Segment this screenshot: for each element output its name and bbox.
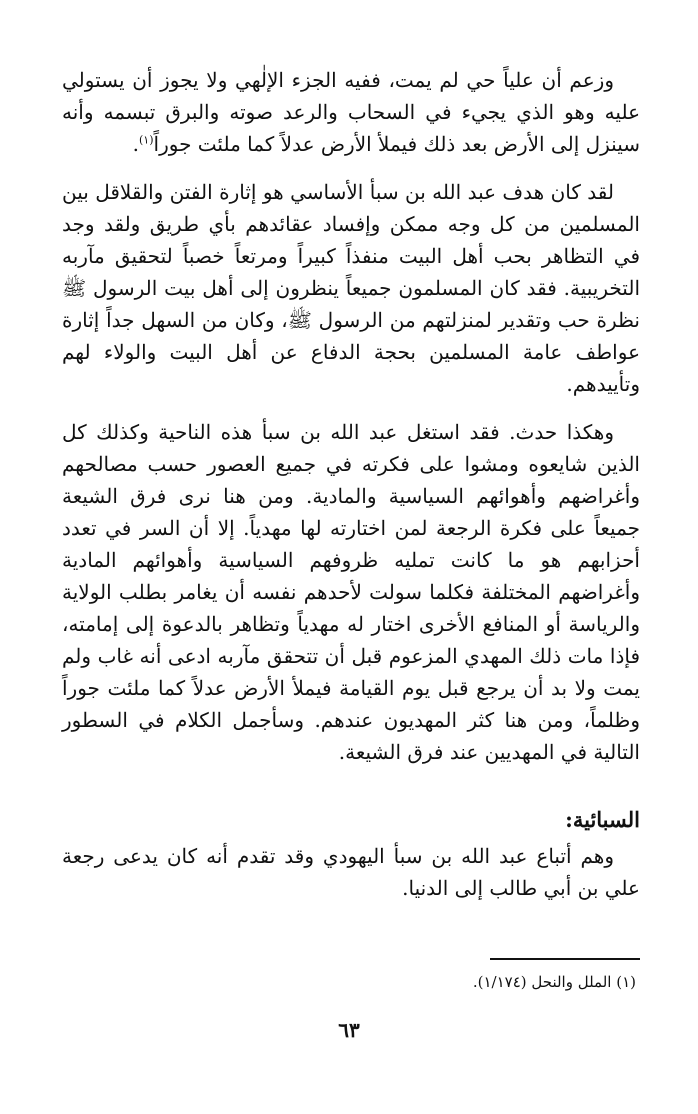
footnote-marker: (١) bbox=[139, 133, 154, 147]
footnote-divider bbox=[490, 958, 640, 960]
footnote: (١) الملل والنحل (١/١٧٤). bbox=[472, 973, 636, 991]
section-paragraph: وهم أتباع عبد الله بن سبأ اليهودي وقد تقدم أنه كان يدعى رجعة علي بن أبي طالب إلى الدنيا. bbox=[62, 844, 640, 900]
paragraph-2: لقد كان هدف عبد الله بن سبأ الأساسي هو إثارة الفتن والقلاقل بين المسلمين من كل وجه ممكن وإفساد عقائدهم بأي طريق ولقد وجد في التظاهر بحب أهل البيت منفذاً كبيراً ومرتعاً خصباً لتحقيق مآربه التخريبية. فقد كان المسلمون جميعاً ينظرون إلى أهل بيت الرسول ﷺ نظرة حب وتقدير لمنزلتهم من الرسول ﷺ، وكان من السهل جداً إثارة عواطف عامة المسلمين بحجة الدفاع عن أهل البيت والولاء لهم وتأييدهم. bbox=[62, 180, 640, 396]
page-number: ٦٣ bbox=[338, 1018, 360, 1042]
section-heading: السبائية: bbox=[565, 807, 640, 832]
paragraph-1-tail: . bbox=[132, 132, 139, 156]
paragraph-3: وهكذا حدث. فقد استغل عبد الله بن سبأ هذه الناحية وكذلك كل الذين شايعوه ومشوا على فكرته في جميع العصور حسب مصالحهم وأغراضهم وأهوائهم السياسية والمادية. ومن هنا نرى فرق الشيعة جميعاً على فكرة الرجعة لمن اختارته لها مهدياً. إلا أن السر في تعدد أحزابهم هو ما كانت تمليه ظروفهم السياسية وأهوائهم المادية وأغراضهم المختلفة فكلما سولت لأحدهم نفسه أن يغامر بطلب الولاية والرياسة أو المنافع الأخرى اختار له مهدياً وتظاهر بالدعوة إلى إمامته، فإذا مات ذلك المهدي المزعوم قبل أن تتحقق مآربه ادعى أنه غاب ولم يمت ولا بد أن يرجع قبل يوم القيامة فيملأ الأرض عدلاً كما ملئت جوراً وظلماً، ومن هنا كثر المهديون عندهم. وسأجمل الكلام في السطور التالية في المهديين عند فرق الشيعة. bbox=[62, 420, 640, 764]
main-text bbox=[62, 64, 640, 904]
paragraph-1 bbox=[62, 64, 640, 160]
paragraph-1-text: وزعم أن علياً حي لم يمت، ففيه الجزء الإلٰهي ولا يجوز أن يستولي عليه وهو الذي يجيء في السحاب والرعد صوته والبرق تبسمه وأنه سينزل إلى الأرض بعد ذلك فيملأ الأرض عدلاً كما ملئت جوراً bbox=[62, 68, 640, 156]
